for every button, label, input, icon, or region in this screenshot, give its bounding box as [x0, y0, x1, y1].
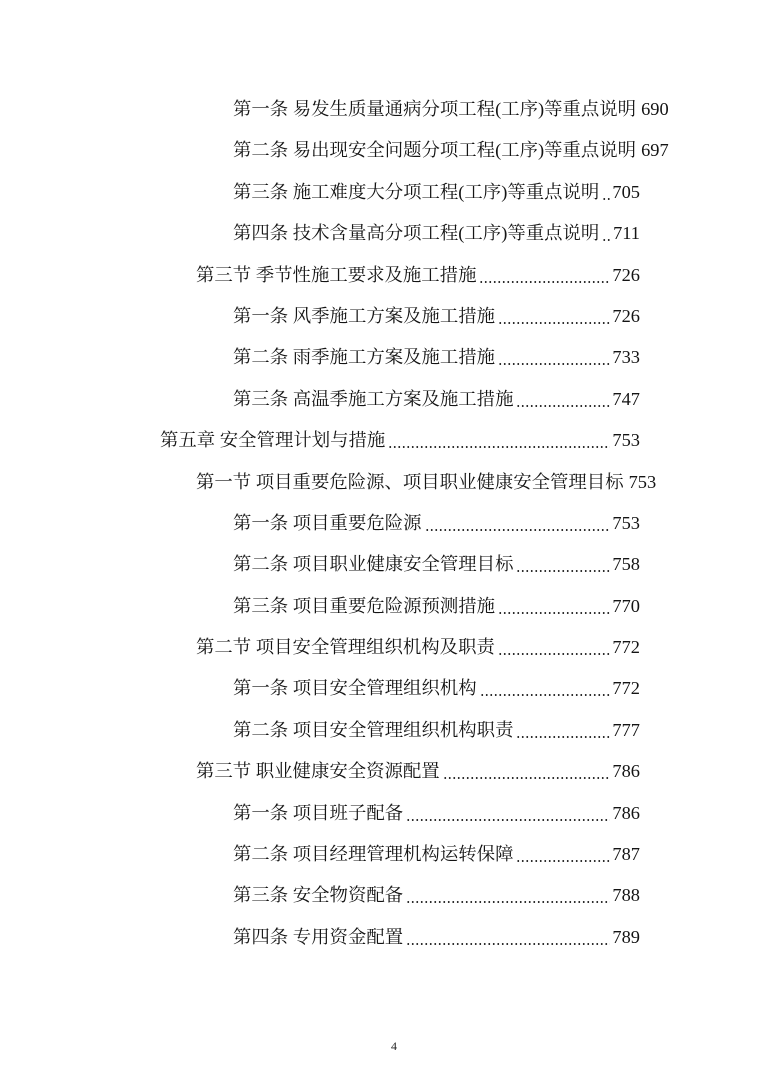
toc-entry-title: 第二条 项目安全管理组织机构职责 [233, 719, 514, 740]
toc-entry [233, 834, 640, 875]
toc-entry-page: 726 [612, 264, 640, 285]
toc-entry-title: 第一条 项目班子配备 [233, 802, 404, 823]
dot-leader [498, 337, 610, 378]
toc-entry-title: 第一条 项目安全管理组织机构 [233, 678, 477, 699]
toc-entry-page: 786 [612, 802, 640, 823]
toc-entry-page: 711 [613, 223, 640, 244]
toc-entry [233, 89, 669, 130]
toc-entry-title: 第一节 项目重要危险源、项目职业健康安全管理目标 [196, 471, 624, 492]
toc-entry-page: 770 [612, 595, 640, 616]
dot-leader [406, 917, 610, 958]
toc-entry-page: 777 [612, 719, 640, 740]
toc-entry-page: 733 [612, 347, 640, 368]
toc-entry-title: 第二条 项目经理管理机构运转保障 [233, 844, 514, 865]
toc-entry-title: 第三条 施工难度大分项工程(工序)等重点说明 [233, 181, 600, 202]
toc-entry-title: 第三条 高温季施工方案及施工措施 [233, 388, 514, 409]
dot-leader [479, 255, 610, 296]
toc-entry-page: 788 [612, 885, 640, 906]
dot-leader [425, 503, 611, 544]
toc-section-entry [196, 751, 640, 792]
toc-entry [233, 337, 640, 378]
toc-entry [233, 875, 640, 916]
dot-leader [516, 544, 610, 585]
dot-leader [602, 213, 611, 254]
toc-entry-title: 第三节 季节性施工要求及施工措施 [196, 264, 477, 285]
toc-entry [233, 544, 640, 585]
toc-entry-title: 第二条 项目职业健康安全管理目标 [233, 554, 514, 575]
toc-entry-page: 753 [612, 430, 640, 451]
toc-section-entry [196, 462, 657, 503]
toc-section-entry [196, 627, 640, 668]
dot-leader [388, 420, 610, 461]
toc-entry-title: 第二条 易出现安全问题分项工程(工序)等重点说明 [233, 140, 637, 161]
toc-section-entry [196, 255, 640, 296]
toc-entry-page: 747 [612, 388, 640, 409]
toc-entry-page: 787 [612, 844, 640, 865]
toc-entry-page: 753 [612, 512, 640, 533]
toc-entry [233, 379, 640, 420]
toc-entry [233, 586, 640, 627]
toc-entry-page: 772 [612, 637, 640, 658]
toc-entry [233, 296, 640, 337]
toc-entry-title: 第三条 安全物资配备 [233, 885, 404, 906]
toc-entry-title: 第一条 易发生质量通病分项工程(工序)等重点说明 [233, 99, 637, 119]
dot-leader [443, 751, 611, 792]
dot-leader [406, 793, 610, 834]
toc-entry [233, 917, 640, 958]
toc-entry-title: 第四条 技术含量高分项工程(工序)等重点说明 [233, 223, 600, 244]
dot-leader [516, 379, 610, 420]
dot-leader [498, 296, 610, 337]
toc-entry [233, 793, 640, 834]
toc-entry-page: 705 [612, 181, 640, 202]
toc-entry [233, 668, 640, 709]
toc-entry [233, 130, 669, 171]
toc-entry-title: 第五章 安全管理计划与措施 [160, 430, 386, 451]
dot-leader [480, 668, 611, 709]
toc-entry [233, 503, 640, 544]
toc-entry-title: 第二节 项目安全管理组织机构及职责 [196, 637, 495, 658]
dot-leader [516, 710, 610, 751]
toc-entry-page: 690 [641, 99, 669, 119]
toc-entry-title: 第二条 雨季施工方案及施工措施 [233, 347, 496, 368]
dot-leader [498, 586, 610, 627]
table-of-contents [0, 89, 761, 958]
toc-entry-page: 726 [612, 305, 640, 326]
toc-entry [233, 710, 640, 751]
toc-entry-title: 第一条 风季施工方案及施工措施 [233, 305, 496, 326]
toc-entry [233, 213, 640, 254]
dot-leader [406, 875, 610, 916]
toc-entry-page: 786 [612, 761, 640, 782]
toc-entry-title: 第三条 项目重要危险源预测措施 [233, 595, 496, 616]
toc-entry-title: 第三节 职业健康安全资源配置 [196, 761, 440, 782]
toc-entry-title: 第四条 专用资金配置 [233, 926, 404, 947]
toc-entry-page: 758 [612, 554, 640, 575]
toc-entry-page: 753 [628, 471, 657, 492]
toc-entry-page: 697 [641, 140, 669, 161]
dot-leader [498, 627, 611, 668]
toc-chapter-entry [160, 420, 640, 461]
page-number: 4 [391, 1039, 397, 1053]
toc-entry-page: 789 [612, 926, 640, 947]
dot-leader [516, 834, 610, 875]
toc-entry [233, 172, 640, 213]
toc-entry-page: 772 [612, 678, 640, 699]
dot-leader [602, 172, 610, 213]
toc-entry-title: 第一条 项目重要危险源 [233, 512, 422, 533]
